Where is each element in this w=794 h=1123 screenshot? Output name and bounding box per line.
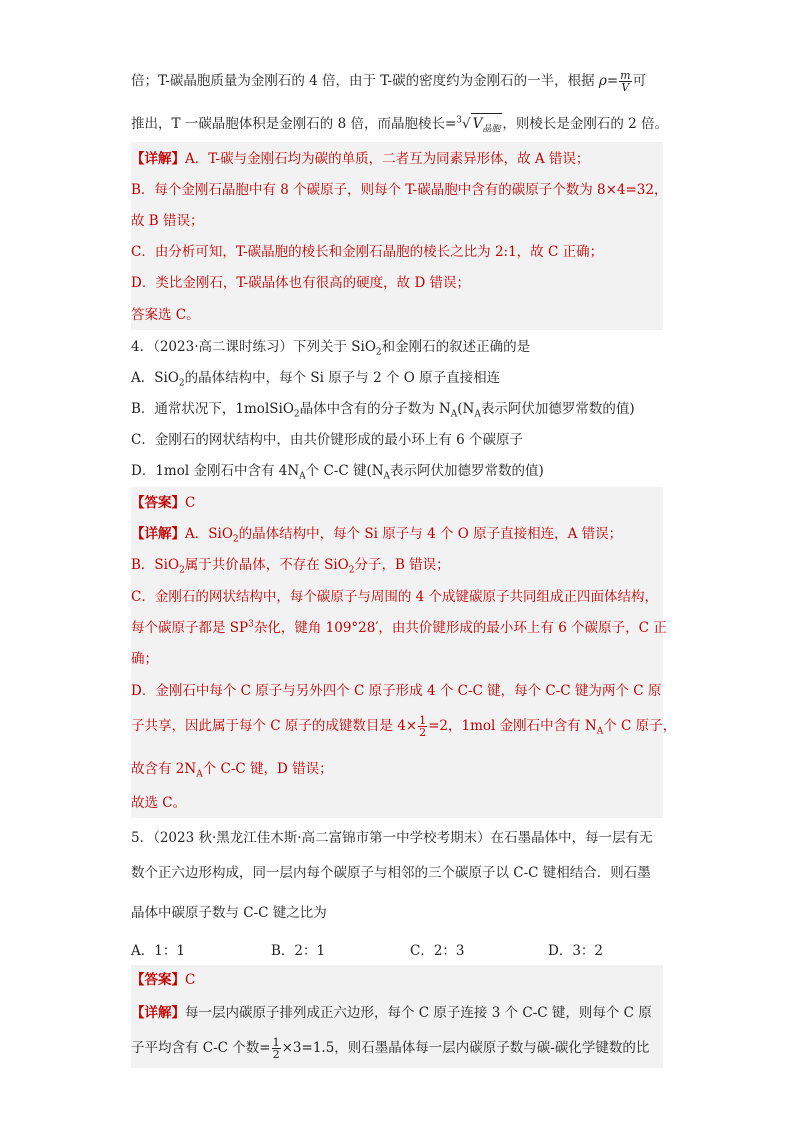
detail-line: B．每个金刚石晶胞中有 8 个碳原子，则每个 T-碳晶胞中含有的碳原子个数为 8×4=32，: [131, 182, 668, 198]
detail-line: 【详解】A．T-碳与金刚石均为碳的单质，二者互为同素异形体，故 A 错误；: [131, 151, 590, 167]
detail-5-1: 【详解】每一层内碳原子排列成正六边形，每个 C 原子连接 3 个 C-C 键，则每个 C 原: [131, 1005, 652, 1021]
answer-5: 【答案】C: [131, 972, 196, 988]
detail-4-c1: C．金刚石的网状结构中，每个碳原子与周围的 4 个成键碳原子共同组成正四面体结构，: [131, 589, 658, 605]
question-4-option-a: A．SiO$_2$的晶体结构中，每个 Si 原子与 2 个 O 原子直接相连: [131, 370, 501, 389]
text-line: 推出，T 一碳晶胞体积是金刚石的 8 倍，而晶胞棱长=$^3$√ $V_{晶胞}$ ，则棱长是金刚石的 2 倍。: [131, 113, 663, 134]
detail-line: 答案选 C。: [131, 307, 200, 323]
question-5-stem: 数个正六边形构成，同一层内每个碳原子与相邻的三个碳原子以 C-C 键相结合．则石墨: [131, 865, 651, 881]
detail-5-2: 子平均含有 C-C 个数= $\frac{1}{2}$ ×3=1.5，则石墨晶体每一层内碳原子数与碳-碳化学键数的比: [131, 1036, 650, 1061]
question-5-option-b: B．2：1: [271, 943, 326, 959]
question-5-option-a: A．1：1: [131, 943, 185, 959]
detail-line: D．类比金刚石，T-碳晶体也有很高的硬度，故 D 错误；: [131, 275, 471, 291]
question-4-stem: 4．（2023·高二课时练习）下列关于 SiO$_2$和金刚石的叙述正确的是: [131, 339, 531, 358]
question-5-stem: 5．（2023 秋·黑龙江佳木斯·高二富锦市第一中学校考期末）在石墨晶体中，每一层有无: [131, 830, 653, 846]
detail-4-b: B．SiO$_2$属于共价晶体，不存在 SiO$_2$分子，B 错误；: [131, 557, 450, 576]
text-line: 倍；T-碳晶胞质量为金刚石的 4 倍，由于 T-碳的密度约为金刚石的一半，根据 ρ= $\frac{m}{V}$ 可: [131, 69, 647, 94]
detail-line: C．由分析可知，T-碳晶胞的棱长和金刚石晶胞的棱长之比为 2:1，故 C 正确；: [131, 244, 604, 260]
detail-4-c3: 确；: [131, 651, 158, 667]
question-4-option-b: B．通常状况下，1molSiO$_2$晶体中含有的分子数为 $N_A(N_A$表示阿伏加德罗常数的值): [131, 401, 635, 420]
question-5-option-d: D．3：2: [548, 943, 604, 959]
question-5-stem: 晶体中碳原子数与 C-C 键之比为: [131, 905, 327, 921]
question-5-option-c: C．2：3: [410, 943, 465, 959]
detail-4-c2: 每个碳原子都是 $SP^3$杂化，键角 109°28′，由共价键形成的最小环上有 6 个碳原子，C 正: [131, 619, 667, 636]
detail-line: 故 B 错误；: [131, 213, 204, 229]
question-4-option-c: C．金刚石的网状结构中，由共价键形成的最小环上有 6 个碳原子: [131, 432, 524, 448]
detail-4-d1: D．金刚石中每个 C 原子与另外四个 C 原子形成 4 个 C-C 键，每个 C-C 键为两个 C 原: [131, 683, 662, 699]
detail-4-a: 【详解】A．SiO$_2$的晶体结构中，每个 Si 原子与 4 个 O 原子直接相连，A 错误；: [131, 526, 623, 545]
detail-4-d2: 子共享，因此属于每个 C 原子的成键数目是 4× $\frac{1}{2}$ =2，1mol 金刚石中含有 $N_A$个 C 原子，: [131, 714, 677, 739]
fraction: $\frac{1}{2}$: [272, 1036, 280, 1061]
detail-4-end: 故选 C。: [131, 795, 187, 811]
answer-4: 【答案】C: [131, 495, 196, 511]
shaded-block-1: [131, 142, 668, 330]
question-4-option-d: D．1mol 金刚石中含有 $4N_A$个 C-C 键($N_A$表示阿伏加德罗常数的值): [131, 463, 544, 482]
fraction: $\frac{1}{2}$: [419, 714, 427, 739]
detail-4-d3: 故含有 $2N_A$个 C-C 键，D 错误；: [131, 761, 333, 780]
